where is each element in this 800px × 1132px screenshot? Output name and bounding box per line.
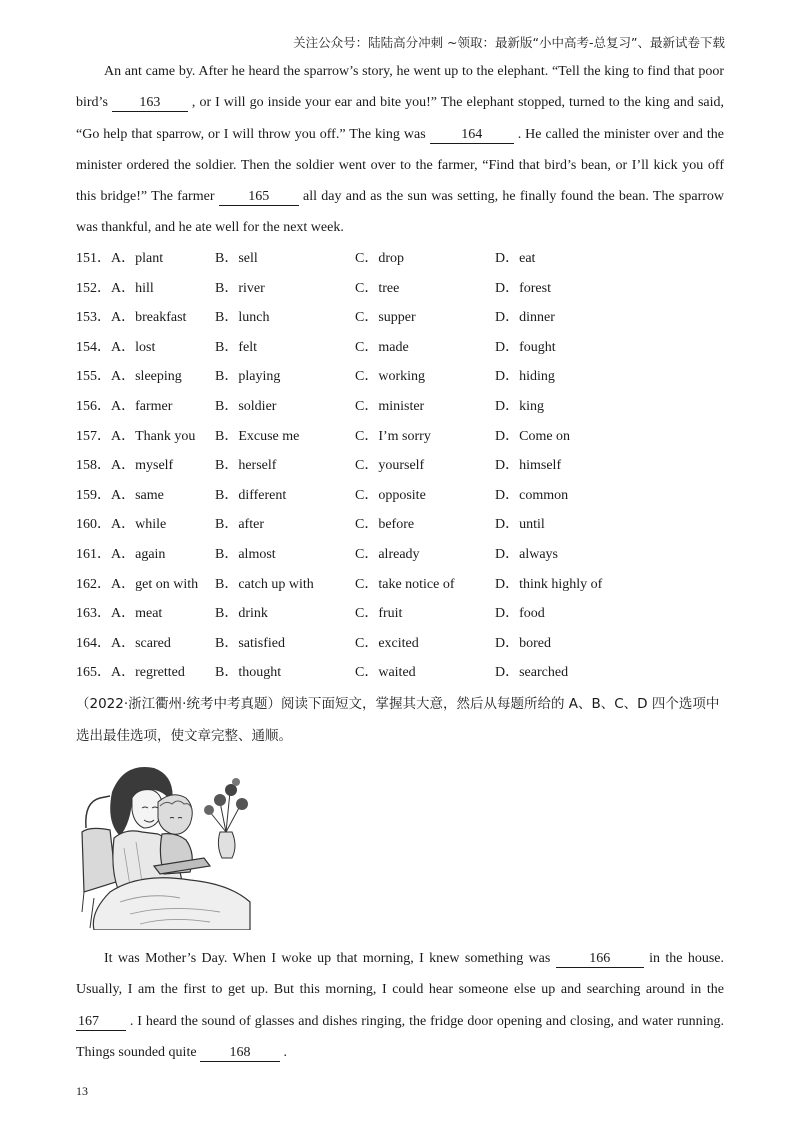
question-option-d: D．food (495, 606, 545, 622)
question-option-a (76, 367, 182, 387)
question-number: 158． (76, 458, 111, 474)
blank-167: 167 (76, 1014, 126, 1031)
question-option-b: B．felt (215, 339, 257, 355)
blank-165: 165 (219, 189, 299, 206)
header-note: 关注公众号：陆陆高分冲刺 ~领取：最新版“小中高考-总复习”、最新试卷下载 (293, 35, 725, 50)
question-option-a (76, 397, 172, 417)
option-text: A．meat (111, 606, 163, 622)
passage-text: in the house. Usually, I am the first to get up. But this morning, I could hear someone else up and searching around in the (76, 951, 725, 998)
blank-166: 166 (556, 951, 644, 968)
question-number: 163． (76, 606, 111, 622)
question-option-c: C．made (355, 339, 409, 355)
question-row (76, 279, 724, 309)
question-option-a (76, 515, 166, 535)
option-text: A．while (111, 517, 167, 533)
instructions (76, 688, 726, 752)
blank-163: 163 (112, 95, 188, 112)
passage-text: , or I will go inside your ear and bite you!” The elephant stopped, turned to the king and said, “Go help that sparrow, or I will throw you off.” The king was (76, 95, 724, 142)
question-row (76, 545, 724, 575)
question-option-d: D．fought (495, 339, 556, 355)
passage-two (76, 943, 724, 1068)
option-text: A．scared (111, 635, 171, 651)
question-option-d: D．dinner (495, 310, 555, 326)
question-option-a (76, 249, 163, 269)
question-option-a (76, 634, 171, 654)
question-row (76, 249, 724, 279)
question-option-b: B．lunch (215, 310, 270, 326)
question-option-c: C．waited (355, 665, 416, 681)
option-text: A．farmer (111, 398, 173, 414)
option-text: A．again (111, 546, 166, 562)
question-option-d: D．king (495, 398, 544, 414)
question-number: 165． (76, 665, 111, 681)
option-text: A．sleeping (111, 369, 182, 385)
question-number: 160． (76, 517, 111, 533)
passage-text: An ant came by. After he heard the sparrow’s story, he went up to the elephant. “Tell the king to find that poor bird’s (76, 64, 724, 111)
question-option-c: C．before (355, 517, 415, 533)
question-option-c: C．supper (355, 310, 416, 326)
question-number: 161． (76, 546, 111, 562)
question-row (76, 575, 724, 605)
question-option-d: D．think highly of (495, 576, 603, 592)
option-text: A．myself (111, 458, 174, 474)
option-text: A．same (111, 487, 164, 503)
question-option-b: B．thought (215, 665, 282, 681)
question-option-a (76, 575, 198, 595)
passage-text: . I heard the sound of glasses and dishes ringing, the fridge door opening and closing, and water running. Things sounded quite (76, 1013, 724, 1060)
question-number: 154． (76, 339, 111, 355)
question-option-b: B．river (215, 280, 265, 296)
passage-text: It was Mother’s Day. When I woke up that morning, I knew something was (104, 951, 551, 966)
question-option-d: D．forest (495, 280, 551, 296)
option-text: A．regretted (111, 665, 185, 681)
option-text: A．plant (111, 251, 164, 266)
question-row (76, 515, 724, 545)
question-option-b: B．catch up with (215, 576, 314, 592)
question-option-b: B．almost (215, 546, 276, 562)
blank-168: 168 (200, 1045, 280, 1062)
question-option-c: C．fruit (355, 606, 403, 622)
question-number: 162． (76, 576, 111, 592)
question-option-b: B．after (215, 517, 264, 533)
question-option-d: D．hiding (495, 369, 555, 385)
question-option-c: C．yourself (355, 458, 425, 474)
question-number: 157． (76, 428, 111, 444)
passage-text: . He called the minister over and the minister ordered the soldier. Then the soldier went over to the farmer, “Find that bird’s bean, or I’ll kick you off this bridge!” The farmer (76, 126, 725, 205)
question-option-c: C．drop (355, 251, 404, 266)
question-row (76, 634, 724, 664)
option-text: A．lost (111, 339, 156, 355)
question-option-a (76, 663, 185, 683)
question-option-c: C．take notice of (355, 576, 455, 592)
option-text: A．get on with (111, 576, 199, 592)
question-option-b: B．Excuse me (215, 428, 300, 444)
option-text: A．Thank you (111, 428, 196, 444)
question-option-a (76, 486, 164, 506)
question-option-a (76, 427, 195, 447)
mother-child-illustration (80, 762, 252, 930)
question-row (76, 604, 724, 634)
instructions-text: （2022·浙江衢州·统考中考真题）阅读下面短文，掌握其大意，然后从每题所给的 A、B、C、D 四个选项中选出最佳选项，使文章完整、通顺。 (76, 696, 720, 744)
question-option-b: B．playing (215, 369, 281, 385)
question-option-d: D．searched (495, 665, 569, 681)
passage-text: all day and as the sun was setting, he finally found the bean. The sparrow was thankful, and he ate well for the next week. (76, 189, 724, 236)
question-row (76, 486, 724, 516)
question-row (76, 397, 724, 427)
question-option-d: D．common (495, 487, 569, 503)
question-row (76, 427, 724, 457)
question-option-a (76, 545, 165, 565)
question-option-a (76, 279, 154, 299)
question-option-c: C．working (355, 369, 425, 385)
question-number: 156． (76, 398, 111, 414)
question-number: 151． (76, 251, 111, 266)
question-number: 159． (76, 487, 111, 503)
question-option-d: D．until (495, 517, 545, 533)
question-number: 164． (76, 635, 111, 651)
question-option-b: B．herself (215, 458, 277, 474)
question-option-c: C．I’m sorry (355, 428, 431, 444)
page-number: 13 (76, 1084, 88, 1098)
option-text: A．hill (111, 280, 154, 296)
question-option-b: B．soldier (215, 398, 277, 414)
question-option-b: B．satisfied (215, 635, 285, 651)
question-option-c: C．tree (355, 280, 400, 296)
blank-164: 164 (430, 127, 514, 144)
question-number: 153． (76, 310, 111, 326)
question-row (76, 338, 724, 368)
question-option-d: D．eat (495, 251, 536, 266)
question-option-d: D．always (495, 546, 558, 562)
question-option-c: C．already (355, 546, 420, 562)
question-option-d: D．Come on (495, 428, 571, 444)
question-option-a (76, 456, 173, 476)
question-option-c: C．excited (355, 635, 419, 651)
question-option-a (76, 308, 186, 328)
passage-one (76, 56, 724, 244)
question-row (76, 456, 724, 486)
passage-text: . (283, 1044, 288, 1060)
question-option-c: C．minister (355, 398, 425, 414)
question-option-b: B．drink (215, 606, 268, 622)
question-row (76, 367, 724, 397)
question-option-d: D．bored (495, 635, 551, 651)
question-option-b: B．different (215, 487, 287, 503)
question-option-d: D．himself (495, 458, 562, 474)
question-option-b: B．sell (215, 251, 258, 266)
question-row (76, 308, 724, 338)
question-option-c: C．opposite (355, 487, 426, 503)
question-option-a (76, 604, 162, 624)
question-number: 155． (76, 369, 111, 385)
option-text: A．breakfast (111, 310, 187, 326)
question-options-list (76, 249, 724, 693)
question-number: 152． (76, 280, 111, 296)
question-option-a (76, 338, 155, 358)
